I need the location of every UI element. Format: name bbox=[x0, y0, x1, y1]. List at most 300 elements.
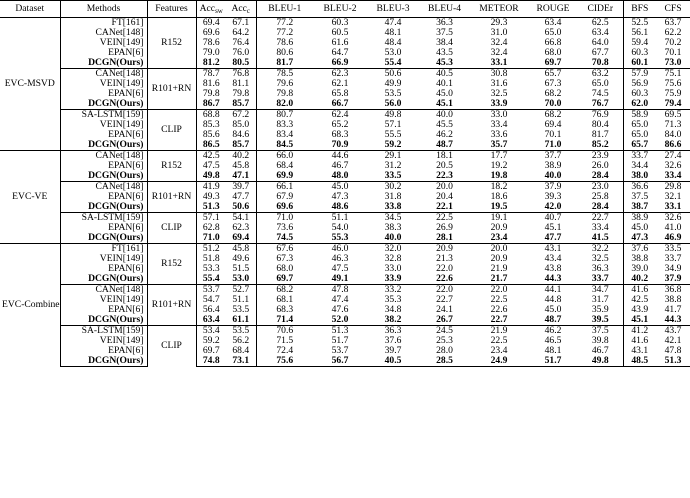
bfs-cell: 43.9 bbox=[623, 305, 656, 315]
bleu4-cell: 46.2 bbox=[436, 129, 453, 141]
bfs-cell: 41.2 bbox=[623, 326, 656, 337]
cfs-cell: 27.4 bbox=[656, 151, 690, 162]
method-name: EPAN[6] bbox=[60, 264, 147, 274]
acc-c-cell: 53.5 bbox=[226, 326, 256, 337]
bleu4-cell: 20.4 bbox=[436, 191, 453, 203]
bfs-cell: 56.1 bbox=[623, 28, 656, 38]
cider-cell: 70.8 bbox=[591, 57, 609, 69]
cider-cell: 28.4 bbox=[591, 201, 609, 213]
bfs-cell: 65.0 bbox=[623, 130, 656, 140]
acc-sw-cell: 62.8 bbox=[196, 223, 226, 233]
cider-cell: 35.9 bbox=[591, 304, 609, 316]
bleu1-cell: 68.0 bbox=[256, 264, 313, 274]
bleu4-cell: 40.5 bbox=[419, 69, 470, 80]
acc-sw-cell: 68.8 bbox=[196, 110, 226, 121]
acc-sw-cell: 53.3 bbox=[196, 264, 226, 274]
table-row bbox=[0, 315, 690, 326]
bfs-cell: 38.9 bbox=[623, 213, 656, 224]
bfs-cell: 65.7 bbox=[623, 140, 656, 151]
acc-sw-cell: 53.7 bbox=[196, 285, 226, 296]
rouge-cell: 43.4 bbox=[544, 253, 562, 265]
acc-c-cell: 80.5 bbox=[232, 57, 250, 69]
method-name: CANet[148] bbox=[60, 69, 147, 80]
meteor-cell: 20.9 bbox=[490, 222, 508, 234]
bleu4-cell: 28.5 bbox=[419, 356, 470, 367]
acc-sw-cell: 49.3 bbox=[196, 192, 226, 202]
bleu2-cell: 48.0 bbox=[331, 170, 349, 182]
method-name: EPAN[6] bbox=[60, 305, 147, 315]
acc-sw-cell: 78.6 bbox=[196, 38, 226, 48]
bleu1-cell: 69.6 bbox=[256, 202, 313, 213]
meteor-cell: 31.0 bbox=[490, 27, 508, 39]
acc-c-cell: 45.8 bbox=[226, 244, 256, 255]
method-name: CANet[148] bbox=[60, 182, 147, 193]
bfs-cell: 47.3 bbox=[623, 233, 656, 244]
bleu4-cell: 21.3 bbox=[436, 253, 453, 265]
meteor-cell: 33.6 bbox=[490, 129, 508, 141]
rouge-cell: 67.3 bbox=[544, 78, 562, 90]
method-name: SA-LSTM[159] bbox=[60, 326, 147, 337]
cider-cell: 63.4 bbox=[591, 27, 609, 39]
acc-c-cell: 73.1 bbox=[226, 356, 256, 367]
meteor-cell: 24.9 bbox=[470, 356, 528, 367]
acc-sw-cell: 69.7 bbox=[196, 346, 226, 356]
bleu1-cell: 74.5 bbox=[256, 233, 313, 244]
meteor-cell: 29.3 bbox=[470, 18, 528, 29]
bleu3-cell: 34.5 bbox=[367, 213, 419, 224]
table-row bbox=[0, 356, 690, 367]
bleu3-cell: 31.2 bbox=[384, 160, 402, 172]
method-name: DCGN(Ours) bbox=[60, 274, 147, 285]
acc-c-cell: 51.1 bbox=[232, 294, 250, 306]
cider-cell: 34.7 bbox=[578, 285, 623, 296]
bleu2-cell: 47.5 bbox=[331, 263, 349, 275]
bleu1-cell: 67.6 bbox=[256, 244, 313, 255]
rouge-cell: 45.1 bbox=[544, 222, 562, 234]
bleu1-cell: 81.7 bbox=[256, 58, 313, 69]
meteor-cell: 21.9 bbox=[490, 263, 508, 275]
cider-cell: 49.8 bbox=[578, 356, 623, 367]
cider-cell: 23.0 bbox=[578, 182, 623, 193]
method-name: SA-LSTM[159] bbox=[60, 110, 147, 121]
acc-sw-cell: 79.0 bbox=[196, 48, 226, 58]
acc-sw-cell: 57.1 bbox=[196, 213, 226, 224]
bleu3-cell: 32.0 bbox=[367, 244, 419, 255]
cfs-cell: 47.8 bbox=[664, 345, 682, 357]
bleu3-cell: 59.2 bbox=[384, 139, 402, 151]
rouge-cell: 63.4 bbox=[528, 18, 578, 29]
cider-cell: 46.7 bbox=[591, 345, 609, 357]
bleu2-cell: 62.4 bbox=[313, 110, 367, 121]
bleu2-cell: 47.6 bbox=[331, 304, 349, 316]
bleu1-cell: 79.6 bbox=[256, 79, 313, 89]
bleu4-cell: 38.4 bbox=[436, 37, 453, 49]
bleu2-cell: 56.7 bbox=[313, 356, 367, 367]
acc-sw-cell: 49.8 bbox=[196, 171, 226, 182]
cfs-cell: 62.2 bbox=[664, 27, 682, 39]
cfs-cell: 46.9 bbox=[664, 232, 682, 244]
bleu2-cell: 51.1 bbox=[313, 213, 367, 224]
header-bleu4: BLEU-4 bbox=[419, 1, 470, 18]
bfs-cell: 48.5 bbox=[623, 356, 656, 367]
acc-c-cell: 40.2 bbox=[226, 151, 256, 162]
method-name: VEIN[149] bbox=[60, 38, 147, 48]
method-name: CANet[148] bbox=[60, 28, 147, 38]
bleu1-cell: 83.3 bbox=[256, 120, 313, 130]
cfs-cell: 32.6 bbox=[656, 213, 690, 224]
bleu2-cell: 66.9 bbox=[331, 57, 349, 69]
meteor-cell: 33.9 bbox=[490, 98, 508, 110]
method-name: EPAN[6] bbox=[60, 192, 147, 202]
header-bfs: BFS bbox=[623, 1, 656, 18]
acc-c-cell: 61.1 bbox=[232, 314, 250, 326]
method-name: EPAN[6] bbox=[60, 48, 147, 58]
acc-sw-cell: 47.5 bbox=[196, 161, 226, 171]
header-acc-c-sub: c bbox=[246, 7, 251, 16]
rouge-cell: 70.0 bbox=[544, 98, 562, 110]
bleu4-cell: 40.1 bbox=[436, 78, 453, 90]
meteor-cell: 22.6 bbox=[490, 304, 508, 316]
cfs-cell: 71.3 bbox=[664, 119, 682, 131]
bleu4-cell: 24.1 bbox=[436, 304, 453, 316]
bleu4-cell: 22.0 bbox=[419, 285, 470, 296]
meteor-cell: 19.1 bbox=[470, 213, 528, 224]
acc-c-cell: 56.2 bbox=[232, 335, 250, 347]
rouge-cell: 44.8 bbox=[544, 294, 562, 306]
meteor-cell: 19.5 bbox=[490, 201, 508, 213]
bleu2-cell: 46.7 bbox=[331, 160, 349, 172]
feature-name: CLIP bbox=[147, 213, 196, 244]
meteor-cell: 33.0 bbox=[470, 110, 528, 121]
cider-cell: 76.7 bbox=[591, 98, 609, 110]
acc-sw-cell: 74.8 bbox=[196, 356, 226, 367]
feature-name: R152 bbox=[147, 18, 196, 69]
acc-sw-cell: 51.2 bbox=[196, 244, 226, 255]
cfs-cell: 33.5 bbox=[656, 244, 690, 255]
bleu3-cell: 53.0 bbox=[384, 47, 402, 59]
cider-cell: 28.4 bbox=[591, 170, 609, 182]
rouge-cell: 68.0 bbox=[544, 47, 562, 59]
bleu2-cell: 44.6 bbox=[313, 151, 367, 162]
bleu2-cell: 60.5 bbox=[331, 27, 349, 39]
rouge-cell: 65.0 bbox=[544, 27, 562, 39]
bleu4-cell: 40.0 bbox=[419, 110, 470, 121]
bleu3-cell: 39.7 bbox=[384, 345, 402, 357]
header-bleu2: BLEU-2 bbox=[313, 1, 367, 18]
meteor-cell: 19.2 bbox=[490, 160, 508, 172]
acc-sw-cell: 69.4 bbox=[196, 18, 226, 29]
cider-cell: 39.5 bbox=[591, 314, 609, 326]
acc-c-cell: 49.6 bbox=[232, 253, 250, 265]
bfs-cell: 58.9 bbox=[623, 110, 656, 121]
bleu4-cell: 45.5 bbox=[436, 119, 453, 131]
bleu4-cell: 28.1 bbox=[436, 232, 453, 244]
rouge-cell: 44.3 bbox=[544, 273, 562, 285]
method-name: EPAN[6] bbox=[60, 346, 147, 356]
bfs-cell: 33.7 bbox=[623, 151, 656, 162]
rouge-cell: 43.8 bbox=[544, 263, 562, 275]
cfs-cell: 32.1 bbox=[664, 191, 682, 203]
header-dataset: Dataset bbox=[0, 1, 60, 18]
acc-c-cell: 47.1 bbox=[232, 170, 250, 182]
meteor-cell: 22.7 bbox=[490, 314, 508, 326]
acc-sw-cell: 81.6 bbox=[196, 79, 226, 89]
acc-sw-cell: 71.0 bbox=[196, 233, 226, 244]
bleu2-cell: 70.9 bbox=[331, 139, 349, 151]
bfs-cell: 45.0 bbox=[623, 223, 656, 233]
table-body bbox=[0, 18, 690, 367]
cider-cell: 85.2 bbox=[591, 139, 609, 151]
cfs-cell: 73.0 bbox=[664, 57, 682, 69]
cfs-cell: 33.4 bbox=[664, 170, 682, 182]
bleu3-cell: 48.4 bbox=[384, 37, 402, 49]
acc-c-cell: 79.8 bbox=[232, 88, 250, 100]
bleu3-cell: 31.8 bbox=[384, 191, 402, 203]
cider-cell: 32.2 bbox=[578, 244, 623, 255]
acc-sw-cell: 41.9 bbox=[196, 182, 226, 193]
bleu4-cell: 45.1 bbox=[436, 98, 453, 110]
rouge-cell: 65.7 bbox=[528, 69, 578, 80]
feature-name: R101+RN bbox=[147, 182, 196, 213]
acc-sw-cell: 85.3 bbox=[196, 120, 226, 130]
cfs-cell: 70.1 bbox=[664, 47, 682, 59]
bleu2-cell: 51.3 bbox=[313, 326, 367, 337]
cfs-cell: 69.5 bbox=[656, 110, 690, 121]
feature-name: CLIP bbox=[147, 326, 196, 367]
acc-c-cell: 85.7 bbox=[232, 98, 250, 110]
meteor-cell: 18.2 bbox=[470, 182, 528, 193]
acc-c-cell: 45.8 bbox=[232, 160, 250, 172]
rouge-cell: 48.7 bbox=[544, 314, 562, 326]
acc-c-cell: 68.4 bbox=[232, 345, 250, 357]
bleu3-cell: 35.3 bbox=[384, 294, 402, 306]
bleu4-cell: 22.5 bbox=[419, 213, 470, 224]
cider-cell: 26.0 bbox=[591, 160, 609, 172]
cfs-cell: 84.0 bbox=[664, 129, 682, 141]
header-acc-c bbox=[226, 1, 256, 18]
bleu1-cell: 67.3 bbox=[256, 254, 313, 264]
bleu4-cell: 22.0 bbox=[436, 263, 453, 275]
cfs-cell: 70.2 bbox=[664, 37, 682, 49]
bleu1-cell: 69.9 bbox=[256, 171, 313, 182]
header-rouge: ROUGE bbox=[528, 1, 578, 18]
rouge-cell: 37.9 bbox=[528, 182, 578, 193]
rouge-cell: 42.0 bbox=[544, 201, 562, 213]
bleu3-cell: 32.8 bbox=[384, 253, 402, 265]
bfs-cell: 36.6 bbox=[623, 182, 656, 193]
acc-c-cell: 67.2 bbox=[226, 110, 256, 121]
cider-cell: 39.8 bbox=[591, 335, 609, 347]
table-row bbox=[0, 171, 690, 182]
bleu4-cell: 22.1 bbox=[436, 201, 453, 213]
header-features: Features bbox=[147, 1, 196, 18]
cider-cell: 37.5 bbox=[578, 326, 623, 337]
meteor-cell: 31.6 bbox=[490, 78, 508, 90]
rouge-cell: 68.2 bbox=[544, 88, 562, 100]
cider-cell: 80.4 bbox=[591, 119, 609, 131]
bleu2-cell: 62.3 bbox=[313, 69, 367, 80]
bleu4-cell: 18.1 bbox=[419, 151, 470, 162]
bleu1-cell: 78.5 bbox=[256, 69, 313, 80]
meteor-cell: 33.1 bbox=[490, 57, 508, 69]
bleu4-cell: 22.6 bbox=[436, 273, 453, 285]
bleu4-cell: 20.0 bbox=[419, 182, 470, 193]
cfs-cell: 75.6 bbox=[664, 78, 682, 90]
bleu4-cell: 20.5 bbox=[436, 160, 453, 172]
bleu3-cell: 48.1 bbox=[384, 27, 402, 39]
bleu2-cell: 51.7 bbox=[331, 335, 349, 347]
bleu4-cell: 22.3 bbox=[436, 170, 453, 182]
acc-sw-cell: 51.3 bbox=[196, 202, 226, 213]
bleu1-cell: 82.0 bbox=[256, 99, 313, 110]
acc-sw-cell: 69.6 bbox=[196, 28, 226, 38]
bleu3-cell: 40.0 bbox=[384, 232, 402, 244]
meteor-cell: 23.4 bbox=[490, 345, 508, 357]
meteor-cell: 23.4 bbox=[490, 232, 508, 244]
rouge-cell: 47.7 bbox=[544, 232, 562, 244]
bleu3-cell: 57.1 bbox=[384, 119, 402, 131]
meteor-cell: 19.8 bbox=[490, 170, 508, 182]
acc-sw-cell: 56.4 bbox=[196, 305, 226, 315]
feature-name: R152 bbox=[147, 244, 196, 285]
header-cider: CIDEr bbox=[578, 1, 623, 18]
method-name: VEIN[149] bbox=[60, 336, 147, 346]
bfs-cell: 60.1 bbox=[623, 58, 656, 69]
bleu2-cell: 46.3 bbox=[331, 253, 349, 265]
cider-cell: 31.7 bbox=[591, 294, 609, 306]
cfs-cell: 44.3 bbox=[664, 314, 682, 326]
table-row bbox=[0, 233, 690, 244]
bleu2-cell: 48.6 bbox=[331, 201, 349, 213]
meteor-cell: 30.8 bbox=[470, 69, 528, 80]
method-name: EPAN[6] bbox=[60, 89, 147, 99]
acc-sw-cell: 54.7 bbox=[196, 295, 226, 305]
method-name: DCGN(Ours) bbox=[60, 202, 147, 213]
bleu4-cell: 20.9 bbox=[419, 244, 470, 255]
feature-name: R101+RN bbox=[147, 69, 196, 110]
table-row bbox=[0, 99, 690, 110]
bleu1-cell: 69.7 bbox=[256, 274, 313, 285]
acc-c-cell: 76.0 bbox=[232, 47, 250, 59]
bleu2-cell: 62.1 bbox=[331, 78, 349, 90]
rouge-cell: 46.5 bbox=[544, 335, 562, 347]
method-name: FT[161] bbox=[60, 244, 147, 255]
acc-sw-cell: 78.7 bbox=[196, 69, 226, 80]
bleu3-cell: 49.9 bbox=[384, 78, 402, 90]
acc-c-cell: 81.1 bbox=[232, 78, 250, 90]
acc-c-cell: 69.4 bbox=[232, 232, 250, 244]
bfs-cell: 38.7 bbox=[623, 202, 656, 213]
cfs-cell: 75.1 bbox=[656, 69, 690, 80]
header-methods: Methods bbox=[60, 1, 147, 18]
bleu1-cell: 68.2 bbox=[256, 285, 313, 296]
meteor-cell: 33.4 bbox=[490, 119, 508, 131]
bleu3-cell: 53.5 bbox=[384, 88, 402, 100]
dataset-name: EVC-VE bbox=[0, 151, 60, 244]
bfs-cell: 59.4 bbox=[623, 38, 656, 48]
bleu3-cell: 50.6 bbox=[367, 69, 419, 80]
rouge-cell: 69.7 bbox=[544, 57, 562, 69]
cfs-cell: 42.1 bbox=[664, 335, 682, 347]
acc-c-cell: 76.4 bbox=[232, 37, 250, 49]
meteor-cell: 35.7 bbox=[490, 139, 508, 151]
cider-cell: 33.4 bbox=[591, 222, 609, 234]
bfs-cell: 65.0 bbox=[623, 120, 656, 130]
header-acc-sw-sub: sw bbox=[215, 7, 223, 16]
bleu3-cell: 36.3 bbox=[367, 326, 419, 337]
bfs-cell: 34.4 bbox=[623, 161, 656, 171]
method-name: CANet[148] bbox=[60, 151, 147, 162]
cfs-cell: 37.9 bbox=[664, 273, 682, 285]
acc-c-cell: 50.6 bbox=[232, 201, 250, 213]
bleu4-cell: 43.5 bbox=[436, 47, 453, 59]
bleu2-cell: 52.0 bbox=[331, 314, 349, 326]
rouge-cell: 43.1 bbox=[528, 244, 578, 255]
bleu3-cell: 55.5 bbox=[384, 129, 402, 141]
cfs-cell: 33.7 bbox=[664, 253, 682, 265]
method-name: VEIN[149] bbox=[60, 120, 147, 130]
rouge-cell: 40.7 bbox=[528, 213, 578, 224]
header-acc-c-main: Acc bbox=[231, 3, 247, 15]
header-bleu3: BLEU-3 bbox=[367, 1, 419, 18]
bleu4-cell: 28.0 bbox=[436, 345, 453, 357]
bleu3-cell: 29.1 bbox=[367, 151, 419, 162]
meteor-cell: 20.9 bbox=[490, 253, 508, 265]
method-name: FT[161] bbox=[60, 18, 147, 29]
meteor-cell: 22.0 bbox=[470, 285, 528, 296]
bfs-cell: 37.5 bbox=[623, 192, 656, 202]
method-name: DCGN(Ours) bbox=[60, 356, 147, 367]
dataset-name: EVC-Combine bbox=[0, 244, 60, 367]
method-name: DCGN(Ours) bbox=[60, 58, 147, 69]
method-name: DCGN(Ours) bbox=[60, 140, 147, 151]
meteor-cell: 21.9 bbox=[470, 326, 528, 337]
method-name: DCGN(Ours) bbox=[60, 315, 147, 326]
cfs-cell: 43.7 bbox=[656, 326, 690, 337]
bleu2-cell: 65.2 bbox=[331, 119, 349, 131]
rouge-cell: 51.7 bbox=[528, 356, 578, 367]
feature-name: R101+RN bbox=[147, 285, 196, 326]
bleu1-cell: 80.6 bbox=[256, 48, 313, 58]
feature-name: CLIP bbox=[147, 110, 196, 151]
acc-c-cell: 51.5 bbox=[232, 263, 250, 275]
bleu2-cell: 54.0 bbox=[331, 222, 349, 234]
cider-cell: 64.0 bbox=[591, 37, 609, 49]
header-bleu1: BLEU-1 bbox=[256, 1, 313, 18]
bleu4-cell: 45.0 bbox=[436, 88, 453, 100]
bleu4-cell: 36.3 bbox=[419, 18, 470, 29]
bleu2-cell: 64.7 bbox=[331, 47, 349, 59]
bleu2-cell: 61.6 bbox=[331, 37, 349, 49]
bleu3-cell: 33.8 bbox=[384, 201, 402, 213]
rouge-cell: 48.1 bbox=[544, 345, 562, 357]
rouge-cell: 69.4 bbox=[544, 119, 562, 131]
bleu2-cell: 45.0 bbox=[313, 182, 367, 193]
bleu1-cell: 72.4 bbox=[256, 346, 313, 356]
bleu4-cell: 26.7 bbox=[436, 314, 453, 326]
method-name: EPAN[6] bbox=[60, 130, 147, 140]
cfs-cell: 86.6 bbox=[664, 139, 682, 151]
bleu1-cell: 68.4 bbox=[256, 161, 313, 171]
cider-cell: 76.9 bbox=[578, 110, 623, 121]
acc-c-cell: 54.1 bbox=[226, 213, 256, 224]
cfs-cell: 41.0 bbox=[664, 222, 682, 234]
bleu3-cell: 37.6 bbox=[384, 335, 402, 347]
cider-cell: 33.7 bbox=[591, 273, 609, 285]
meteor-cell: 32.4 bbox=[490, 47, 508, 59]
bleu4-cell: 48.7 bbox=[436, 139, 453, 151]
acc-c-cell: 52.7 bbox=[226, 285, 256, 296]
